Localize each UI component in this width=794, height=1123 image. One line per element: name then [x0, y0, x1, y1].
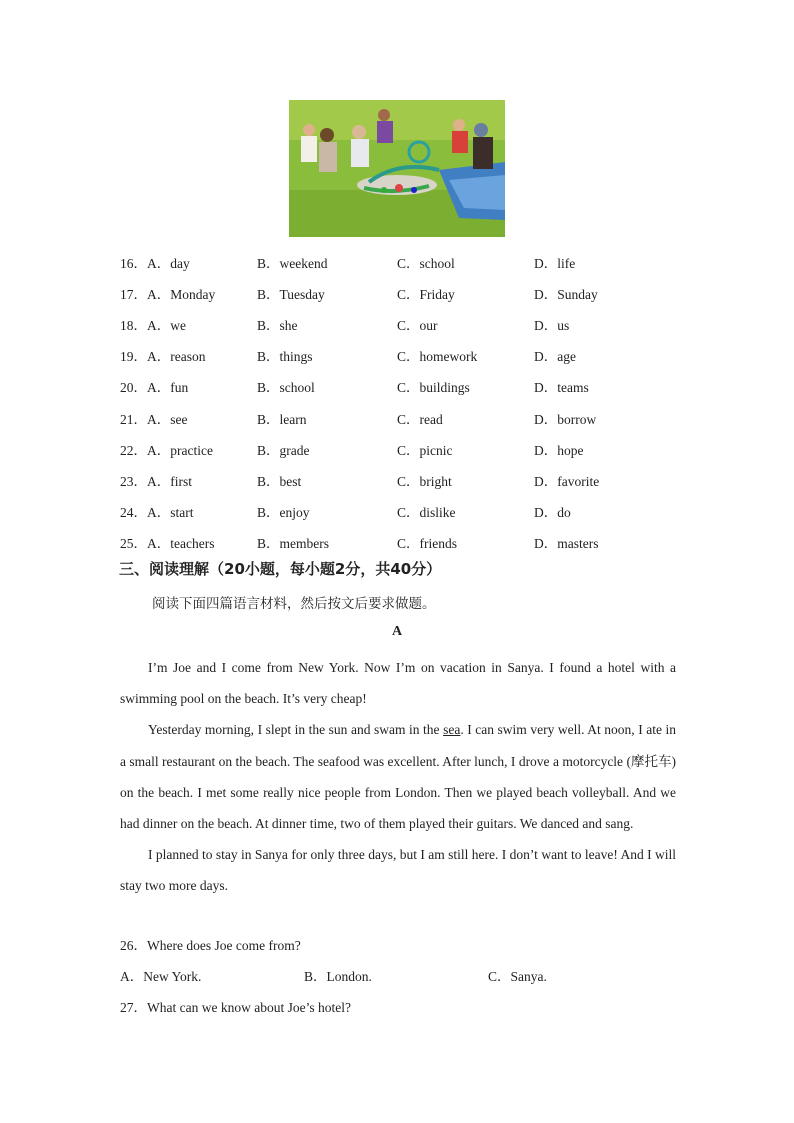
- option-d: D．us: [534, 317, 570, 333]
- option-d: D．borrow: [534, 411, 597, 427]
- option-b: B．things: [257, 349, 313, 365]
- option-row-21: [120, 402, 720, 433]
- option-row-17: [120, 277, 720, 308]
- option-d: D．age: [534, 349, 576, 365]
- question-26-options: [120, 965, 720, 985]
- option-d: D．favorite: [534, 473, 600, 489]
- option-c: C．school: [397, 255, 455, 271]
- option-row-22: [120, 433, 720, 464]
- question-27: 27．What can we know about Joe’s hotel?: [120, 1000, 351, 1015]
- option-b: B．weekend: [257, 255, 328, 271]
- option-b: B．Tuesday: [257, 286, 325, 302]
- option-row-18: [120, 308, 720, 339]
- option-a: 20．A．fun: [120, 380, 189, 396]
- reading-passage: [120, 652, 676, 902]
- passage-paragraph-1: I’m Joe and I come from New York. Now I’m on vacation in Sanya. I found a hotel with a swimming pool on the beach. It’s very cheap!: [120, 660, 676, 707]
- option-c: C．bright: [397, 473, 452, 489]
- option-c: C．homework: [397, 349, 478, 365]
- option-c: C．buildings: [397, 380, 470, 396]
- option-b: B．school: [257, 380, 315, 396]
- option-a: 17．A．Monday: [120, 286, 216, 302]
- option-row-25: [120, 527, 720, 558]
- passage-paragraph-3: I planned to stay in Sanya for only three days, but I am still here. I don’t want to leave! And I will stay two more days.: [120, 847, 676, 894]
- option-c: C．read: [397, 411, 443, 427]
- answer-option-a: A．New York.: [120, 969, 202, 984]
- option-row-20: [120, 371, 720, 402]
- passage-paragraph-2: Yesterday morning, I slept in the sun and swam in the sea. I can swim very well. At noon, I ate in a small restaurant on the beach. The seafood was excellent. After lunch, I drove a motorcycle (摩托车) on the beach. I met some really nice people from London. Then we played beach volleyball. And we had dinner on the beach. At dinner time, two of them played their guitars. We danced and sang.: [120, 722, 677, 832]
- answer-option-c: C．Sanya.: [488, 969, 547, 984]
- underlined-word: sea: [443, 722, 461, 738]
- picnic-photo: [289, 100, 505, 237]
- option-b: B．grade: [257, 442, 310, 458]
- option-b: B．members: [257, 536, 329, 552]
- option-a: 24．A．start: [120, 505, 194, 521]
- option-c: C．dislike: [397, 505, 456, 521]
- option-row-23: [120, 464, 720, 495]
- option-d: D．Sunday: [534, 286, 598, 302]
- option-d: D．masters: [534, 536, 599, 552]
- option-c: C．picnic: [397, 442, 453, 458]
- option-c: C．our: [397, 317, 438, 333]
- option-a: 18．A．we: [120, 317, 186, 333]
- option-d: D．do: [534, 505, 571, 521]
- option-a: 21．A．see: [120, 411, 188, 427]
- option-row-19: [120, 340, 720, 371]
- option-d: D．teams: [534, 380, 589, 396]
- passage-label: A: [391, 624, 403, 639]
- option-a: 23．A．first: [120, 473, 192, 489]
- section-instruction: 阅读下面四篇语言材料，然后按文后要求做题。: [152, 596, 436, 612]
- multiple-choice-options: [120, 246, 720, 558]
- option-d: D．hope: [534, 442, 584, 458]
- option-c: C．friends: [397, 536, 457, 552]
- section-title: 三、阅读理解（20小题，每小题2分，共40分）: [119, 560, 442, 578]
- option-b: B．she: [257, 317, 298, 333]
- option-a: 22．A．practice: [120, 442, 213, 458]
- answer-option-b: B．London.: [304, 969, 372, 984]
- option-b: B．best: [257, 473, 302, 489]
- question-26: 26．Where does Joe come from?: [120, 938, 301, 953]
- option-b: B．learn: [257, 411, 307, 427]
- option-a: 19．A．reason: [120, 349, 206, 365]
- option-a: 25．A．teachers: [120, 536, 215, 552]
- option-row-16: [120, 246, 720, 277]
- option-row-24: [120, 496, 720, 527]
- option-c: C．Friday: [397, 286, 455, 302]
- option-b: B．enjoy: [257, 505, 310, 521]
- option-a: 16．A．day: [120, 255, 190, 271]
- picnic-illustration: [289, 100, 505, 237]
- option-d: D．life: [534, 255, 576, 271]
